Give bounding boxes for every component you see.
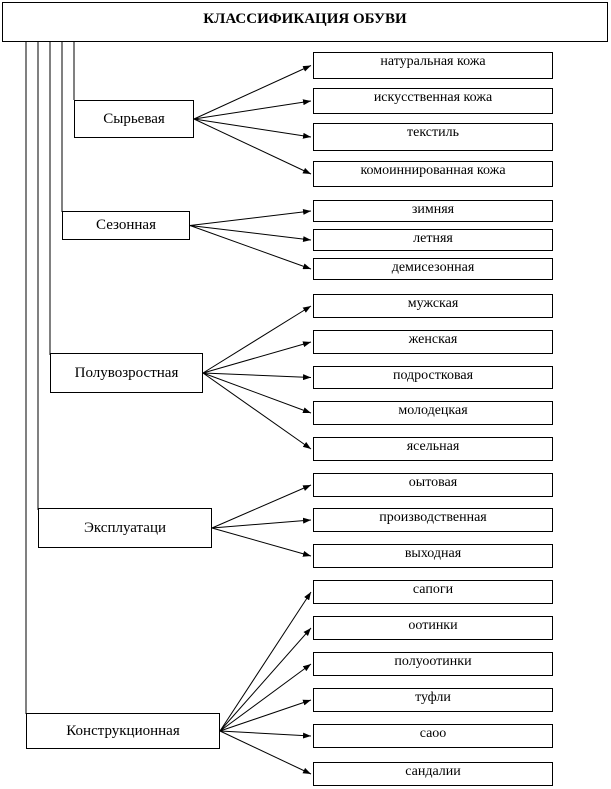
item-natural-leather: натуральная кожа <box>313 52 553 79</box>
arrow-0-2 <box>194 119 311 137</box>
item-shoes: туфли <box>313 688 553 712</box>
item-boots: сапоги <box>313 580 553 604</box>
arrow-0-0 <box>194 66 311 120</box>
item-dress: выходная <box>313 544 553 568</box>
category-season: Сезонная <box>62 211 190 240</box>
item-everyday: оытовая <box>313 473 553 497</box>
item-men: мужская <box>313 294 553 318</box>
arrow-1-1 <box>190 226 311 241</box>
item-youth: молодецкая <box>313 401 553 425</box>
arrow-3-2 <box>212 528 311 556</box>
category-raw-material: Сырьевая <box>74 100 194 138</box>
item-demiseason: демисезонная <box>313 258 553 280</box>
arrow-2-3 <box>203 373 311 413</box>
category-usage: Эксплуатаци <box>38 508 212 548</box>
arrow-4-5 <box>220 731 311 774</box>
item-industrial: производственная <box>313 508 553 532</box>
item-artificial-leather: искусственная кожа <box>313 88 553 114</box>
arrow-4-4 <box>220 731 311 736</box>
arrow-0-3 <box>194 119 311 174</box>
arrow-2-1 <box>203 342 311 373</box>
item-women: женская <box>313 330 553 354</box>
item-summer: летняя <box>313 229 553 251</box>
category-age: Полувозростная <box>50 353 203 393</box>
item-sandals: сандалии <box>313 762 553 786</box>
arrow-0-1 <box>194 101 311 119</box>
item-low-boots: полуоотинки <box>313 652 553 676</box>
item-textile: текстиль <box>313 123 553 151</box>
diagram-title: КЛАССИФИКАЦИЯ ОБУВИ <box>2 2 608 42</box>
arrow-2-0 <box>203 306 311 373</box>
arrow-1-2 <box>190 226 311 270</box>
arrow-1-0 <box>190 211 311 226</box>
item-clogs: саоо <box>313 724 553 748</box>
item-combined-leather: комоиннированная кожа <box>313 161 553 187</box>
item-winter: зимняя <box>313 200 553 222</box>
category-construction: Конструкционная <box>26 713 220 749</box>
item-nursery: ясельная <box>313 437 553 461</box>
arrow-2-4 <box>203 373 311 449</box>
item-ankle-boots: оотинки <box>313 616 553 640</box>
arrow-4-2 <box>220 664 311 731</box>
arrow-2-2 <box>203 373 311 378</box>
item-teen: подростковая <box>313 366 553 389</box>
arrow-4-0 <box>220 592 311 731</box>
